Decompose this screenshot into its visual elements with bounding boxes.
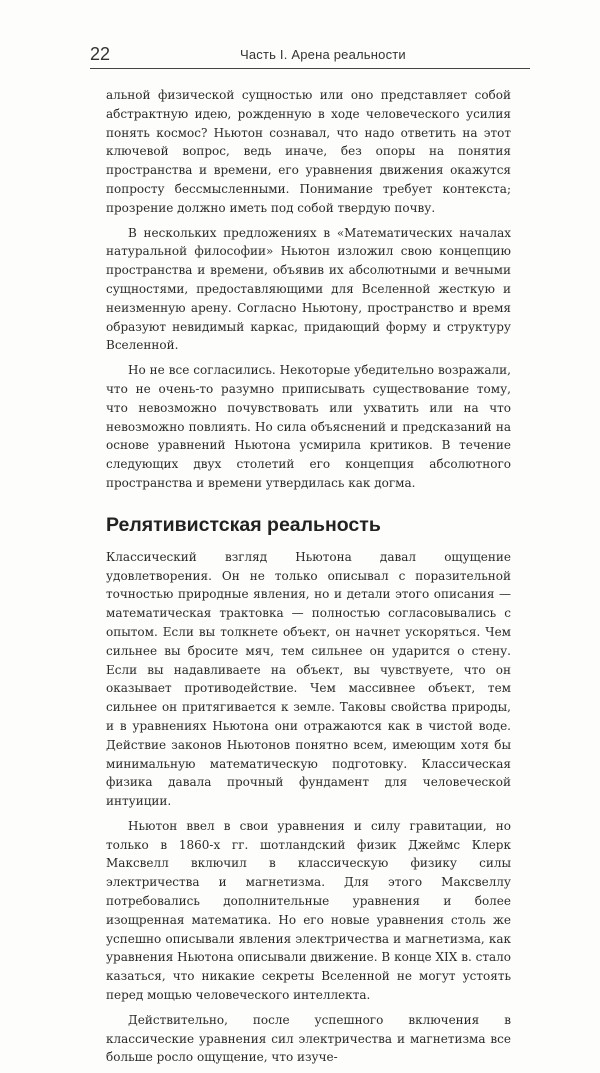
paragraph: Ньютон ввел в свои уравнения и силу гравитации, но только в 1860-х гг. шотландский физик Джеймс Клерк Максвелл включил в классическую физику силы электричества и магнетизма. Для этого Максвеллу потребовались дополнительные уравнения и более изощренная математика. Но его новые уравнения столь же успешно описывали явления электричества и магнетизма, как уравнения Ньютона описывали движение. В конце XIX в. стало казаться, что никакие секреты Вселенной не могут устоять перед мощью человеческого интеллекта. [106, 818, 511, 1003]
page-header [90, 40, 530, 70]
section-heading: Релятивистская реальность [106, 513, 381, 536]
paragraph: Но не все согласились. Некоторые убедительно возражали, что не очень-то разумно приписывать существование тому, что невозможно почувствовать или ухватить или на что невозможно повлиять. Но сила объяснений и предсказаний на основе уравнений Ньютона усмирила критиков. В течение следующих двух столетий его концепция абсолютного пространства и времени утвердилась как догма. [106, 363, 511, 490]
paragraph: В нескольких предложениях в «Математических началах натуральной философии» Ньютон изложил свою концепцию пространства и времени, объявив их абсолютными и вечными сущностями, предоставляющими для Вселенной жесткую и неизменную арену. Согласно Ньютону, пространство и время образуют невидимый каркас, придающий форму и структуру Вселенной. [106, 225, 511, 353]
page-body [106, 86, 511, 1073]
paragraph: Классический взгляд Ньютона давал ощущение удовлетворения. Он не только описывал с поразительной точностью природные явления, но и детали этого описания — математическая трактовка — полностью согласовывались с опытом. Если вы толкнете объект, он начнет ускоряться. Чем сильнее вы бросите мяч, тем сильнее он ударится о стену. Если вы надавливаете на объект, вы чувствуете, что он оказывает противодействие. Чем массивнее объект, тем сильнее он притягивается к земле. Таковы свойства природы, и в уравнениях Ньютона они отражаются как в чистой воде. Действие законов Ньютонов понятно всем, имеющим хотя бы минимальную математическую подготовку. Классическая физика давала прочный фундамент для человеческой интуиции. [106, 549, 511, 809]
paragraph: Действительно, после успешного включения в классические уравнения сил электричества и магнетизма все больше росло ощущение, что изуче- [106, 1012, 511, 1065]
page-number: 22 [90, 44, 111, 64]
header-rule [90, 68, 530, 69]
running-head: Часть I. Арена реальности [240, 47, 406, 62]
paragraph: альной физической сущностью или оно представляет собой абстрактную идею, рожденную в ходе человеческого усилия понять космос? Ньютон сознавал, что надо ответить на этот ключевой вопрос, ведь иначе, без опоры на понятия пространства и времени, его уравнения движения окажутся попросту бессмысленными. Понимание требует контекста; прозрение должно иметь под собой твердую почву. [106, 88, 511, 215]
